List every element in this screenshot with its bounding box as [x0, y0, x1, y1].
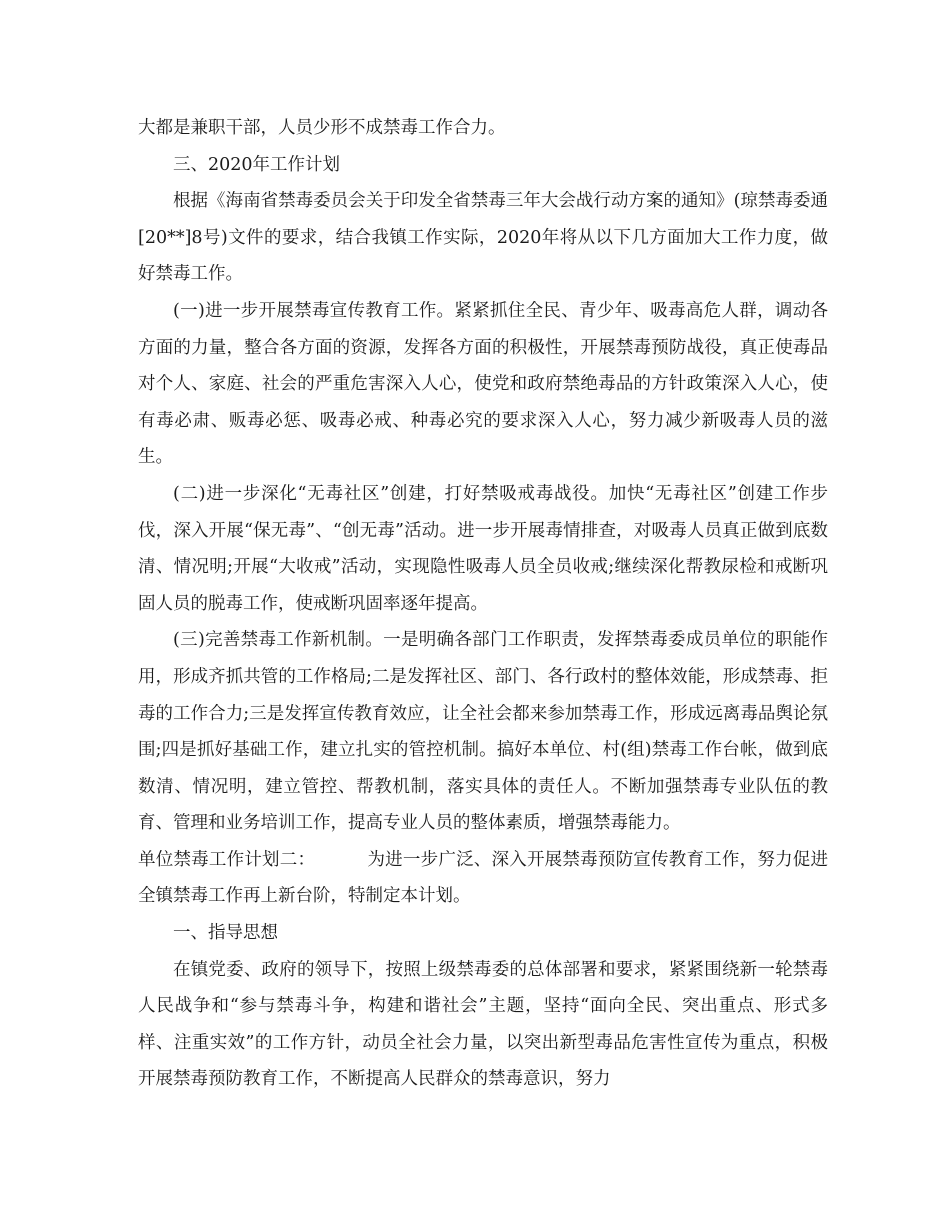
paragraph-continuation: 大都是兼职干部，人员少形不成禁毒工作合力。 — [138, 118, 506, 138]
paragraph-plan-two — [138, 842, 828, 915]
section-heading-work-plan: 三、2020年工作计划 — [173, 154, 341, 175]
plan-two-label: 单位禁毒工作计划二： — [138, 849, 316, 870]
paragraph-item-1: (一)进一步开展禁毒宣传教育工作。紧紧抓住全民、青少年、吸毒高危人群，调动各方面的力量，整合各方面的资源，发挥各方面的积极性，开展禁毒预防战役，真正使毒品对个人、家庭、社会的严重危害深入人心，使党和政府禁绝毒品的方针政策深入人心，使有毒必肃、贩毒必惩、吸毒必戒、种毒必究的要求深入人心，努力减少新吸毒人员的滋生。 — [138, 300, 828, 468]
paragraph-guiding-thought: 在镇党委、政府的领导下，按照上级禁毒委的总体部署和要求，紧紧围绕新一轮禁毒人民战争和“参与禁毒斗争，构建和谐社会”主题，坚持“面向全民、突出重点、形式多样、注重实效”的工作方针，动员全社会力量，以突出新型毒品危害性宣传为重点，积极开展禁毒预防教育工作，不断提高人民群众的禁毒意识，努力 — [138, 959, 828, 1090]
paragraph-item-3: (三)完善禁毒工作新机制。一是明确各部门工作职责，发挥禁毒委成员单位的职能作用，形成齐抓共管的工作格局;二是发挥社区、部门、各行政村的整体效能，形成禁毒、拒毒的工作合力;三是发挥宣传教育效应，让全社会都来参加禁毒工作，形成远离毒品舆论氛围;四是抓好基础工作，建立扎实的管控机制。搞好本单位、村(组)禁毒工作台帐，做到底数清、情况明，建立管控、帮教机制，落实具体的责任人。不断加强禁毒专业队伍的教育、管理和业务培训工作，提高专业人员的整体素质，增强禁毒能力。 — [138, 630, 828, 834]
plan-two-intro: 为进一步广泛、深入开展禁毒预防宣传教育工作，努力促进全镇禁毒工作再上新台阶，特制定本计划。 — [138, 849, 829, 907]
section-heading-guiding-thought: 一、指导思想 — [173, 923, 278, 944]
paragraph-item-2: (二)进一步深化“无毒社区”创建，打好禁吸戒毒战役。加快“无毒社区”创建工作步伐，深入开展“保无毒”、“创无毒”活动。进一步开展毒情排查，对吸毒人员真正做到底数清、情况明;开展“大收戒”活动，实现隐性吸毒人员全员收戒;继续深化帮教尿检和戒断巩固人员的脱毒工作，使戒断巩固率逐年提高。 — [138, 483, 828, 614]
document-body — [138, 110, 828, 1098]
paragraph-basis: 根据《海南省禁毒委员会关于印发全省禁毒三年大会战行动方案的通知》(琼禁毒委通[20**]8号)文件的要求，结合我镇工作实际，2020年将从以下几方面加大工作力度，做好禁毒工作。 — [138, 191, 828, 285]
